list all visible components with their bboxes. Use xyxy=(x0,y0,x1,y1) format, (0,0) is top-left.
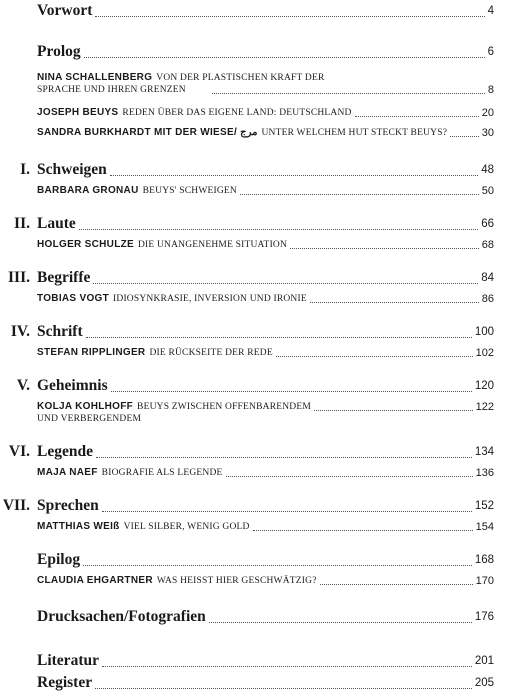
dot-leader xyxy=(93,283,478,284)
dot-leader xyxy=(79,229,478,230)
dot-leader xyxy=(102,511,472,512)
dot-leader xyxy=(226,476,473,477)
dot-leader xyxy=(212,93,485,94)
dot-leader xyxy=(320,584,473,585)
section-numeral: VI. xyxy=(8,443,30,460)
dot-leader xyxy=(110,175,478,176)
dot-leader xyxy=(240,194,479,195)
essay-title: WAS HEISST HIER GESCHWÄTZIG? xyxy=(156,576,317,586)
section-title: Drucksachen/Fotografien xyxy=(37,608,206,625)
section-title: Schweigen xyxy=(37,161,107,178)
page-number: 120 xyxy=(474,380,494,392)
section-title: Vorwort xyxy=(37,2,93,19)
dot-leader xyxy=(355,116,479,117)
page-number: 66 xyxy=(481,218,494,230)
page-number: 152 xyxy=(474,500,494,512)
dot-leader xyxy=(209,622,472,623)
section-numeral: IV. xyxy=(10,323,30,340)
essay-title: VIEL SILBER, WENIG GOLD xyxy=(123,522,250,532)
page-number: 134 xyxy=(474,446,494,458)
essay-author: KOLJA KOHLHOFF xyxy=(37,401,134,412)
essay-title: BEUYS ZWISCHEN OFFENBARENDEM xyxy=(137,402,312,412)
essay-author: MAJA NAEF xyxy=(37,467,98,478)
essay-author: NINA SCHALLENBERG xyxy=(37,72,153,83)
essay-author: MATTHIAS WEIß xyxy=(37,521,120,532)
dot-leader xyxy=(84,57,485,58)
section-numeral: VII. xyxy=(2,497,30,514)
essay-title: BIOGRAFIE ALS LEGENDE xyxy=(101,468,223,478)
essay-author: HOLGER SCHULZE xyxy=(37,239,134,250)
essay-author: CLAUDIA EHGARTNER xyxy=(37,575,153,586)
essay-title-continued: UND VERBERGENDEM xyxy=(37,414,142,424)
page-number: 168 xyxy=(474,554,494,566)
page-number: 50 xyxy=(481,185,494,197)
section-title: Geheimnis xyxy=(37,377,108,394)
dot-leader xyxy=(111,391,472,392)
essay-author: SANDRA BURKHARDT MIT DER WIESE/ مرج xyxy=(37,127,258,138)
dot-leader xyxy=(276,356,473,357)
section-numeral: II. xyxy=(14,215,30,232)
page-number: 86 xyxy=(481,293,494,305)
essay-title: DIE RÜCKSEITE DER REDE xyxy=(149,348,273,358)
essay-author: TOBIAS VOGT xyxy=(37,293,110,304)
page-number: 8 xyxy=(487,84,494,96)
dot-leader xyxy=(95,16,484,17)
dot-leader xyxy=(102,666,472,667)
page-number: 122 xyxy=(475,401,494,413)
page-number: 170 xyxy=(475,575,494,587)
section-title: Schrift xyxy=(37,323,83,340)
section-title: Legende xyxy=(37,443,93,460)
page-number: 102 xyxy=(475,347,494,359)
dot-leader xyxy=(95,688,472,689)
dot-leader xyxy=(314,410,473,411)
section-numeral: I. xyxy=(20,161,30,178)
essay-title-continued: SPRACHE UND IHREN GRENZEN xyxy=(37,85,186,95)
section-numeral: III. xyxy=(8,269,30,286)
page-number: 205 xyxy=(474,677,494,689)
essay-title: DIE UNANGENEHME SITUATION xyxy=(137,240,288,250)
page-number: 4 xyxy=(487,5,494,17)
essay-author: JOSEPH BEUYS xyxy=(37,107,119,118)
dot-leader xyxy=(290,248,479,249)
page-number: 68 xyxy=(481,239,494,251)
page-number: 30 xyxy=(481,127,494,139)
page-number: 201 xyxy=(474,655,494,667)
essay-title: BEUYS' SCHWEIGEN xyxy=(142,186,237,196)
section-title: Literatur xyxy=(37,652,99,669)
page-number: 154 xyxy=(475,521,494,533)
essay-title: IDIOSYNKRASIE, INVERSION UND IRONIE xyxy=(113,294,307,304)
essay-author: STEFAN RIPPLINGER xyxy=(37,347,146,358)
dot-leader xyxy=(96,457,472,458)
section-title: Begriffe xyxy=(37,269,91,286)
page-number: 48 xyxy=(481,164,494,176)
dot-leader xyxy=(450,136,479,137)
dot-leader xyxy=(83,565,472,566)
section-title: Prolog xyxy=(37,43,81,60)
page-number: 100 xyxy=(474,326,494,338)
section-title: Laute xyxy=(37,215,76,232)
page-number: 136 xyxy=(475,467,494,479)
dot-leader xyxy=(310,302,479,303)
section-title: Sprechen xyxy=(37,497,99,514)
section-title: Register xyxy=(37,674,93,691)
section-numeral: V. xyxy=(16,377,30,394)
dot-leader xyxy=(86,337,472,338)
section-title: Epilog xyxy=(37,551,81,568)
dot-leader xyxy=(253,530,473,531)
page-number: 176 xyxy=(474,611,494,623)
essay-title: VON DER PLASTISCHEN KRAFT DER xyxy=(156,73,325,83)
page-number: 20 xyxy=(481,107,494,119)
essay-title: REDEN ÜBER DAS EIGENE LAND: DEUTSCHLAND xyxy=(122,108,352,118)
page-number: 84 xyxy=(481,272,494,284)
essay-title: UNTER WELCHEM HUT STECKT BEUYS? xyxy=(261,128,448,138)
page-number: 6 xyxy=(487,46,494,58)
essay-author: BARBARA GRONAU xyxy=(37,185,139,196)
